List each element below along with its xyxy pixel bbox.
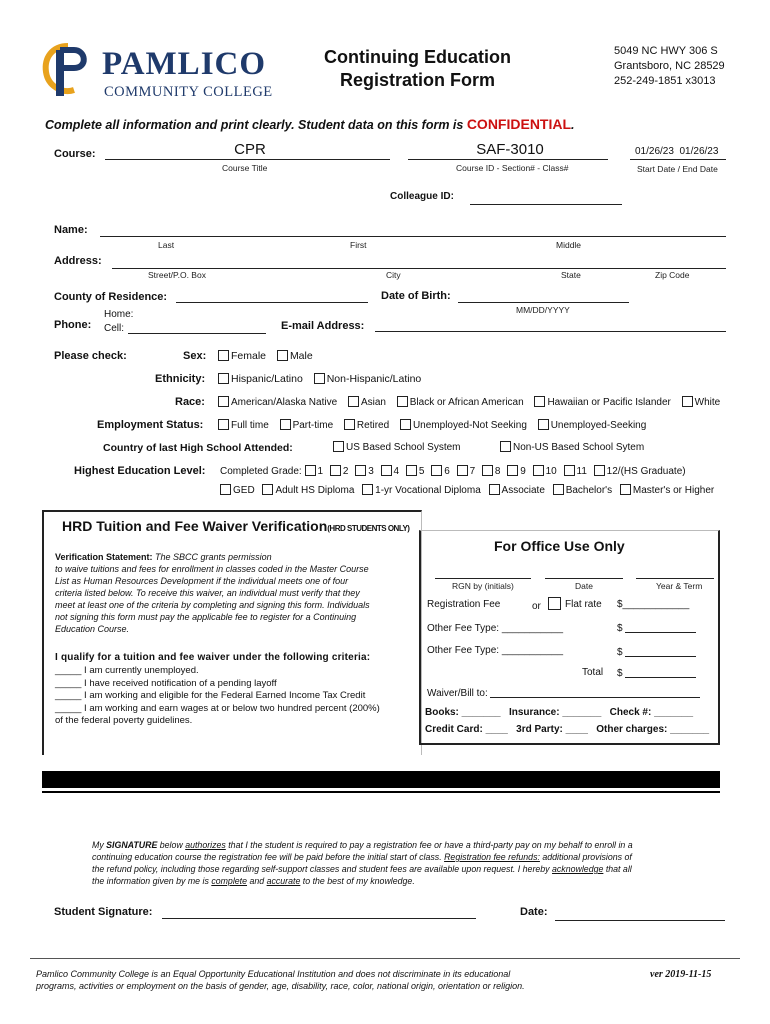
grade-option[interactable]: 1	[305, 466, 324, 477]
dob-field[interactable]	[458, 302, 629, 303]
dob-caption: MM/DD/YYYY	[516, 305, 570, 315]
statement-label: Verification Statement:	[55, 552, 153, 562]
college-address	[614, 44, 725, 89]
checkbox[interactable]	[594, 465, 605, 476]
address-state-caption: State	[561, 270, 581, 280]
name-first-caption: First	[350, 240, 367, 250]
checkbox[interactable]	[280, 419, 291, 430]
payment-row-2	[425, 724, 709, 735]
instruction-period: .	[571, 118, 575, 132]
name-field[interactable]	[100, 236, 726, 237]
checkbox[interactable]	[553, 484, 564, 495]
checkbox[interactable]	[220, 484, 231, 495]
refunds-label: Registration fee refunds:	[444, 852, 540, 862]
checkbox[interactable]	[355, 465, 366, 476]
checkbox[interactable]	[538, 419, 549, 430]
authorizes-word: authorizes	[185, 840, 226, 850]
course-title-value[interactable]: CPR	[234, 141, 266, 158]
office-term-caption: Year & Term	[656, 581, 703, 591]
criterion-eitc[interactable]: _____ I am working and eligible for the Federal Earned Income Tax Credit	[55, 690, 366, 701]
course-dates[interactable]	[635, 146, 718, 157]
footer-rule	[30, 958, 740, 959]
footer-line-1: Pamlico Community College is an Equal Opportunity Educational Institution and does not discriminate in its educational	[36, 969, 511, 979]
other-fee-dollar-2: $	[617, 647, 623, 658]
checkbox[interactable]	[500, 441, 511, 452]
footer-text	[36, 968, 525, 992]
office-date-line[interactable]	[545, 578, 623, 579]
registration-fee-label: Registration Fee	[427, 599, 501, 610]
name-label: Name:	[54, 224, 88, 236]
race-white-option[interactable]: White	[682, 397, 721, 408]
grade-option[interactable]: 3	[355, 466, 374, 477]
address-street-caption: Street/P.O. Box	[148, 270, 206, 280]
race-american-native-option[interactable]: American/Alaska Native	[218, 397, 337, 408]
flat-rate-checkbox[interactable]	[548, 597, 561, 610]
grade-option[interactable]: 10	[533, 466, 557, 477]
logo-mark-icon	[40, 42, 98, 100]
form-title	[300, 46, 535, 92]
total-amount[interactable]	[625, 677, 696, 678]
criterion-unemployed[interactable]: _____ I am currently unemployed.	[55, 665, 199, 676]
education-label: Highest Education Level:	[74, 465, 206, 477]
office-rgn-line[interactable]	[435, 578, 531, 579]
office-title: For Office Use Only	[494, 538, 625, 554]
hrd-title: HRD Tuition and Fee Waiver Verification(HRD STUDENTS ONLY)	[62, 518, 410, 534]
check-field[interactable]: _______	[651, 707, 694, 718]
accurate-word: accurate	[266, 876, 301, 886]
employment-not-seeking-option[interactable]: Unemployed-Not Seeking	[400, 420, 527, 431]
phone-field[interactable]	[128, 333, 266, 334]
checkbox[interactable]	[262, 484, 273, 495]
books-label: Books:	[425, 707, 459, 718]
third-party-label: 3rd Party:	[516, 724, 563, 735]
checkbox[interactable]	[314, 373, 325, 384]
check-label: Check #:	[609, 707, 652, 718]
grade-option[interactable]: 4	[381, 466, 400, 477]
sex-options	[218, 350, 321, 362]
office-or-label: or	[532, 601, 541, 612]
logo-subtitle: COMMUNITY COLLEGE	[104, 84, 273, 100]
grade-option[interactable]: 9	[507, 466, 526, 477]
checkbox[interactable]	[534, 396, 545, 407]
country-school-non-us-option[interactable]: Non-US Based School Sytem	[500, 441, 644, 453]
criterion-poverty-cont: of the federal poverty guidelines.	[55, 715, 193, 726]
grade-option[interactable]: 6	[431, 466, 450, 477]
payment-row-1	[425, 707, 693, 718]
section-divider-line	[42, 791, 720, 793]
checkbox[interactable]	[218, 373, 229, 384]
insurance-field[interactable]: _______	[559, 707, 602, 718]
grade-option[interactable]: 12/(HS Graduate)	[594, 466, 686, 477]
checkbox[interactable]	[431, 465, 442, 476]
instruction-main: Complete all information and print clearly. Student data on this form is	[45, 118, 467, 132]
county-field[interactable]	[176, 302, 368, 303]
confidential-label: CONFIDENTIAL	[466, 116, 572, 132]
student-signature-field[interactable]	[162, 918, 476, 919]
country-school-us-option[interactable]: US Based School System	[333, 441, 461, 453]
course-title-line	[105, 159, 390, 160]
ethnicity-hispanic-option[interactable]: Hispanic/Latino	[218, 373, 303, 385]
employment-full-time-option[interactable]: Full time	[218, 420, 269, 431]
office-term-line[interactable]	[636, 578, 714, 579]
degree-adult-hs-option[interactable]: Adult HS Diploma	[262, 485, 354, 496]
dob-label: Date of Birth:	[381, 290, 451, 302]
employment-options	[218, 419, 654, 431]
degree-ged-option[interactable]: GED	[220, 485, 255, 496]
address-label: Address:	[54, 255, 102, 267]
ethnicity-options	[218, 373, 429, 385]
grade-option[interactable]: 8	[482, 466, 501, 477]
checkbox[interactable]	[218, 350, 229, 361]
grade-option[interactable]: 2	[330, 466, 349, 477]
checkbox[interactable]	[277, 350, 288, 361]
checkbox[interactable]	[564, 465, 575, 476]
checkbox[interactable]	[344, 419, 355, 430]
grade-option[interactable]: 7	[457, 466, 476, 477]
logo-name: PAMLICO	[102, 46, 267, 82]
registration-fee-amount[interactable]: $____________	[617, 599, 690, 610]
total-label: Total	[582, 667, 604, 678]
college-logo	[40, 40, 280, 102]
phone-cell-label: Cell:	[104, 323, 125, 334]
signature-word: SIGNATURE	[106, 840, 158, 850]
checkbox[interactable]	[397, 396, 408, 407]
race-label: Race:	[175, 396, 205, 408]
third-party-field[interactable]: ____	[562, 724, 588, 735]
address-city: Grantsboro, NC 28529	[614, 60, 725, 72]
course-label: Course:	[54, 148, 96, 160]
form-version: ver 2019-11-15	[650, 969, 712, 980]
email-label: E-mail Address:	[281, 320, 365, 332]
checkbox[interactable]	[406, 465, 417, 476]
qualify-criteria	[55, 665, 380, 728]
other-fee-type-2[interactable]: Other Fee Type: ___________	[427, 645, 564, 656]
checkbox[interactable]	[330, 465, 341, 476]
completed-grade-label: Completed Grade:	[220, 466, 302, 477]
end-date: 01/26/23	[679, 146, 719, 157]
credit-card-field[interactable]: ____	[482, 724, 508, 735]
degree-master-option[interactable]: Master's or Higher	[620, 485, 714, 496]
instruction-text	[45, 116, 575, 132]
address-city-caption: City	[386, 270, 401, 280]
waiver-bill-label: Waiver/Bill to:	[427, 688, 488, 699]
course-id-line	[408, 159, 608, 160]
phone-home-label: Home:	[104, 309, 134, 320]
hrd-title-note: (HRD STUDENTS ONLY)	[327, 524, 410, 533]
race-options	[218, 396, 720, 408]
course-id-caption: Course ID - Section# - Class#	[456, 163, 569, 173]
total-dollar: $	[617, 668, 623, 679]
employment-retired-option[interactable]: Retired	[344, 420, 389, 431]
checkbox[interactable]	[348, 396, 359, 407]
name-middle-caption: Middle	[556, 240, 582, 250]
waiver-bill-field[interactable]	[490, 697, 700, 698]
flat-rate-label: Flat rate	[565, 599, 602, 610]
checkbox[interactable]	[682, 396, 693, 407]
employment-seeking-option[interactable]: Unemployed-Seeking	[538, 420, 647, 431]
race-asian-option[interactable]: Asian	[348, 397, 386, 408]
country-school-label: Country of last High School Attended:	[103, 442, 293, 454]
checkbox[interactable]	[362, 484, 373, 495]
address-zip-caption: Zip Code	[655, 270, 690, 280]
acknowledge-word: acknowledge	[552, 864, 604, 874]
checkbox[interactable]	[218, 419, 229, 430]
qualify-heading: I qualify for a tuition and fee waiver under the following criteria:	[55, 652, 371, 663]
ethnicity-label: Ethnicity:	[155, 373, 206, 385]
section-divider-bar	[42, 771, 720, 788]
checkbox[interactable]	[457, 465, 468, 476]
colleague-id-field[interactable]	[470, 204, 622, 205]
name-last-caption: Last	[158, 240, 175, 250]
race-hawaiian-option[interactable]: Hawaiian or Pacific Islander	[534, 397, 670, 408]
checkbox[interactable]	[620, 484, 631, 495]
checkbox[interactable]	[533, 465, 544, 476]
grade-option[interactable]: 5	[406, 466, 425, 477]
form-title-line1: Continuing Education	[324, 47, 511, 67]
county-label: County of Residence:	[54, 291, 168, 303]
footer-line-2: programs, activities or employment on the basis of gender, age, disability, race, color, national origin, orientation or religion.	[36, 981, 525, 991]
books-field[interactable]: _______	[458, 707, 501, 718]
sex-label: Sex:	[183, 350, 207, 362]
degree-bachelor-option[interactable]: Bachelor's	[553, 485, 612, 496]
education-degrees	[220, 484, 722, 496]
grade-option[interactable]: 11	[564, 466, 587, 477]
employment-part-time-option[interactable]: Part-time	[280, 420, 334, 431]
course-dates-line	[630, 159, 726, 160]
signature-date-field[interactable]	[555, 920, 725, 921]
checkbox[interactable]	[489, 484, 500, 495]
office-date-caption: Date	[575, 581, 593, 591]
other-fee-amount-2[interactable]	[625, 656, 696, 657]
complete-word: complete	[211, 876, 248, 886]
phone-label: Phone:	[54, 319, 92, 331]
degree-associate-option[interactable]: Associate	[489, 485, 545, 496]
start-date: 01/26/23	[635, 146, 674, 157]
sex-female-option[interactable]: Female	[218, 350, 266, 362]
course-dates-caption: Start Date / End Date	[637, 164, 718, 174]
degree-vocational-option[interactable]: 1-yr Vocational Diploma	[362, 485, 481, 496]
signature-date-label: Date:	[520, 906, 548, 918]
other-fee-type-1[interactable]: Other Fee Type: ___________	[427, 623, 564, 634]
course-id-value[interactable]: SAF-3010	[476, 141, 544, 158]
hrd-statement: Verification Statement: The SBCC grants permission to waive tuitions and fees for enrollment in classes coded in the Master Course List as Human Resources Development if the individual meets one of four criteria listed below. To receive this waiver, an individual must verify that they meet at least one of the criteria by completing and signing this form. Individuals not signing this form must pay the applicable fee to register for a Continuing Education Course.	[55, 552, 370, 634]
other-fee-amount-1[interactable]	[625, 632, 696, 633]
credit-card-label: Credit Card:	[425, 724, 483, 735]
address-street: 5049 NC HWY 306 S	[614, 45, 718, 57]
signature-statement: My SIGNATURE below authorizes that I the student is required to pay a registration fee or have a third-party pay on my behalf to enroll in a continuing education course the registration fee will be paid before the initial start of class. Registration fee refunds: additional provisions of the refund policy, including those regarding self-support classes and student fees are available upon request. I hereby acknowledge that all the information given by me is complete and accurate to the best of my knowledge.	[92, 840, 633, 886]
education-grades	[220, 465, 686, 477]
student-signature-label: Student Signature:	[54, 906, 153, 918]
race-black-option[interactable]: Black or African American	[397, 397, 524, 408]
email-field[interactable]	[375, 331, 726, 332]
employment-label: Employment Status:	[97, 419, 204, 431]
ethnicity-non-hispanic-option[interactable]: Non-Hispanic/Latino	[314, 373, 422, 385]
insurance-label: Insurance:	[508, 707, 560, 718]
course-title-caption: Course Title	[222, 163, 268, 173]
criterion-poverty[interactable]: _____ I am working and earn wages at or below two hundred percent (200%)	[55, 702, 380, 714]
checkbox[interactable]	[333, 441, 344, 452]
checkbox[interactable]	[305, 465, 316, 476]
checkbox[interactable]	[507, 465, 518, 476]
criterion-layoff[interactable]: _____ I have received notification of a pending layoff	[55, 677, 277, 689]
address-field[interactable]	[112, 268, 726, 269]
please-check-label: Please check:	[54, 350, 127, 362]
other-fee-dollar-1: $	[617, 623, 623, 634]
checkbox[interactable]	[482, 465, 493, 476]
form-title-line2: Registration Form	[339, 70, 495, 90]
checkbox[interactable]	[400, 419, 411, 430]
checkbox[interactable]	[381, 465, 392, 476]
checkbox[interactable]	[218, 396, 229, 407]
other-charges-label: Other charges:	[596, 724, 668, 735]
address-phone: 252-249-1851 x3013	[614, 75, 716, 87]
other-charges-field[interactable]: _______	[667, 724, 710, 735]
sex-male-option[interactable]: Male	[277, 350, 313, 362]
colleague-id-label: Colleague ID:	[390, 191, 454, 202]
office-rgn-caption: RGN by (initials)	[452, 581, 514, 591]
